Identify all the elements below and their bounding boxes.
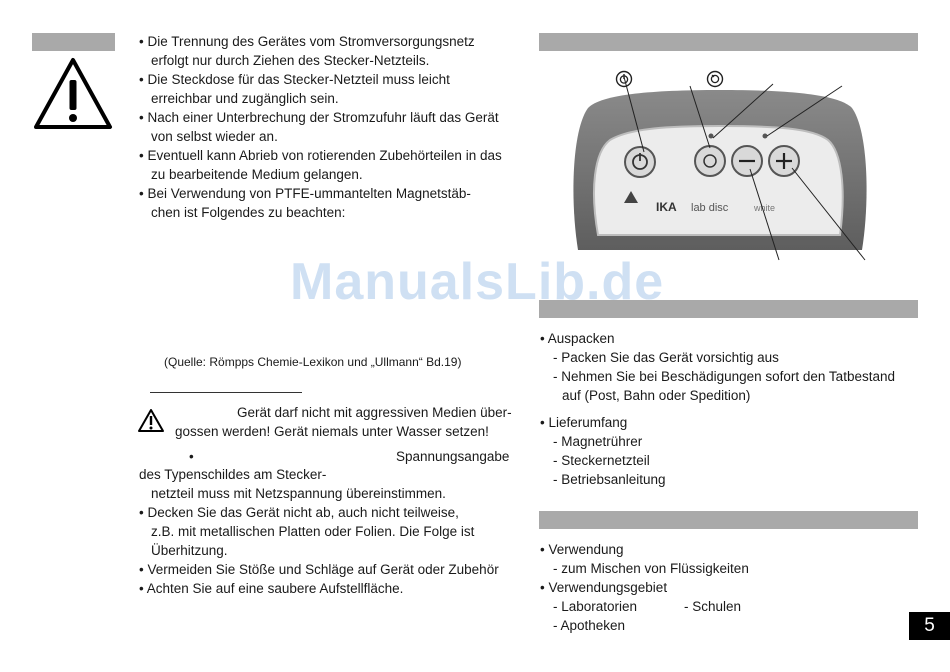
unpack-item-2: - Packen Sie das Gerät vorsichtig aus (553, 350, 779, 365)
page-number: 5 (909, 612, 950, 640)
left-bullet-1a: • Die Trennung des Gerätes vom Stromversorgungsnetz (139, 34, 475, 49)
left-bottom-bullet-1c: Überhitzung. (151, 543, 228, 558)
voltage-line-2: des Typenschildes am Stecker- (139, 467, 327, 482)
voltage-line-3: netzteil muss mit Netzspannung übereinstimmen. (151, 486, 446, 501)
left-bullet-1b: erfolgt nur durch Ziehen des Stecker-Netzteils. (151, 53, 430, 68)
left-bullet-3b: von selbst wieder an. (151, 129, 278, 144)
small-warning-icon (137, 408, 165, 434)
start-stop-symbol-icon (706, 70, 724, 88)
source-note: (Quelle: Römpps Chemie-Lexikon und „Ullmann“ Bd.19) (164, 355, 462, 369)
left-bullet-2a: • Die Steckdose für das Stecker-Netzteil muss leicht (139, 72, 450, 87)
right-top-section-header-bar (539, 33, 918, 51)
separator-rule (150, 392, 302, 393)
left-bullet-4b: zu bearbeitende Medium gelangen. (151, 167, 363, 182)
unpack-item-3: - Nehmen Sie bei Beschädigungen sofort den Tatbestand (553, 369, 895, 384)
minus-button-illus (732, 146, 762, 176)
usage-item-1: • Verwendung (540, 542, 624, 557)
power-button-illus (625, 147, 655, 177)
left-bottom-bullet-1a: • Decken Sie das Gerät nicht ab, auch nicht teilweise, (139, 505, 459, 520)
svg-text:IKA: IKA (656, 200, 677, 214)
watermark: ManualsLib.de (290, 253, 665, 311)
left-section-header-bar (32, 33, 115, 51)
right-bottom-section-header-bar (539, 511, 918, 529)
unpack-item-7: - Steckernetzteil (553, 453, 650, 468)
svg-text:white: white (754, 203, 776, 213)
voltage-bullet: • (189, 449, 194, 464)
warning-triangle-icon (32, 56, 114, 132)
device-illustration (560, 60, 880, 270)
svg-text:lab disc: lab disc (691, 202, 729, 214)
warning-line-2: gossen werden! Gerät niemals unter Wasser setzen! (175, 424, 489, 439)
usage-item-3: • Verwendungsgebiet (540, 580, 668, 595)
unpack-item-1: • Auspacken (540, 331, 615, 346)
left-bullet-5b: chen ist Folgendes zu beachten: (151, 205, 346, 220)
warning-line-1: Gerät darf nicht mit aggressiven Medien über- (237, 405, 512, 420)
power-symbol-icon (615, 70, 633, 88)
left-bottom-bullet-2: • Vermeiden Sie Stöße und Schläge auf Gerät oder Zubehör (139, 562, 499, 577)
unpack-item-4: auf (Post, Bahn oder Spedition) (562, 388, 751, 403)
left-bullet-3a: • Nach einer Unterbrechung der Stromzufuhr läuft das Gerät (139, 110, 499, 125)
usage-schools: - Schulen (684, 599, 742, 614)
left-bottom-bullet-1b: z.B. mit metallischen Platten oder Folien. Die Folge ist (151, 524, 475, 539)
usage-item-2: - zum Mischen von Flüssigkeiten (553, 561, 749, 576)
usage-item-4: - Laboratorien (553, 599, 638, 614)
left-bottom-bullet-3: • Achten Sie auf eine saubere Aufstellfläche. (139, 581, 404, 596)
left-bullet-5a: • Bei Verwendung von PTFE-ummantelten Magnetstäb- (139, 186, 471, 201)
unpack-item-8: - Betriebsanleitung (553, 472, 666, 487)
unpack-item-6: - Magnetrührer (553, 434, 643, 449)
usage-item-5: - Apotheken (553, 618, 626, 633)
voltage-right-text: Spannungsangabe (396, 449, 510, 464)
left-bullet-2b: erreichbar und zugänglich sein. (151, 91, 339, 106)
unpack-item-5: • Lieferumfang (540, 415, 628, 430)
left-bullet-4a: • Eventuell kann Abrieb von rotierenden Zubehörteilen in das (139, 148, 502, 163)
start-button-illus (695, 146, 725, 176)
